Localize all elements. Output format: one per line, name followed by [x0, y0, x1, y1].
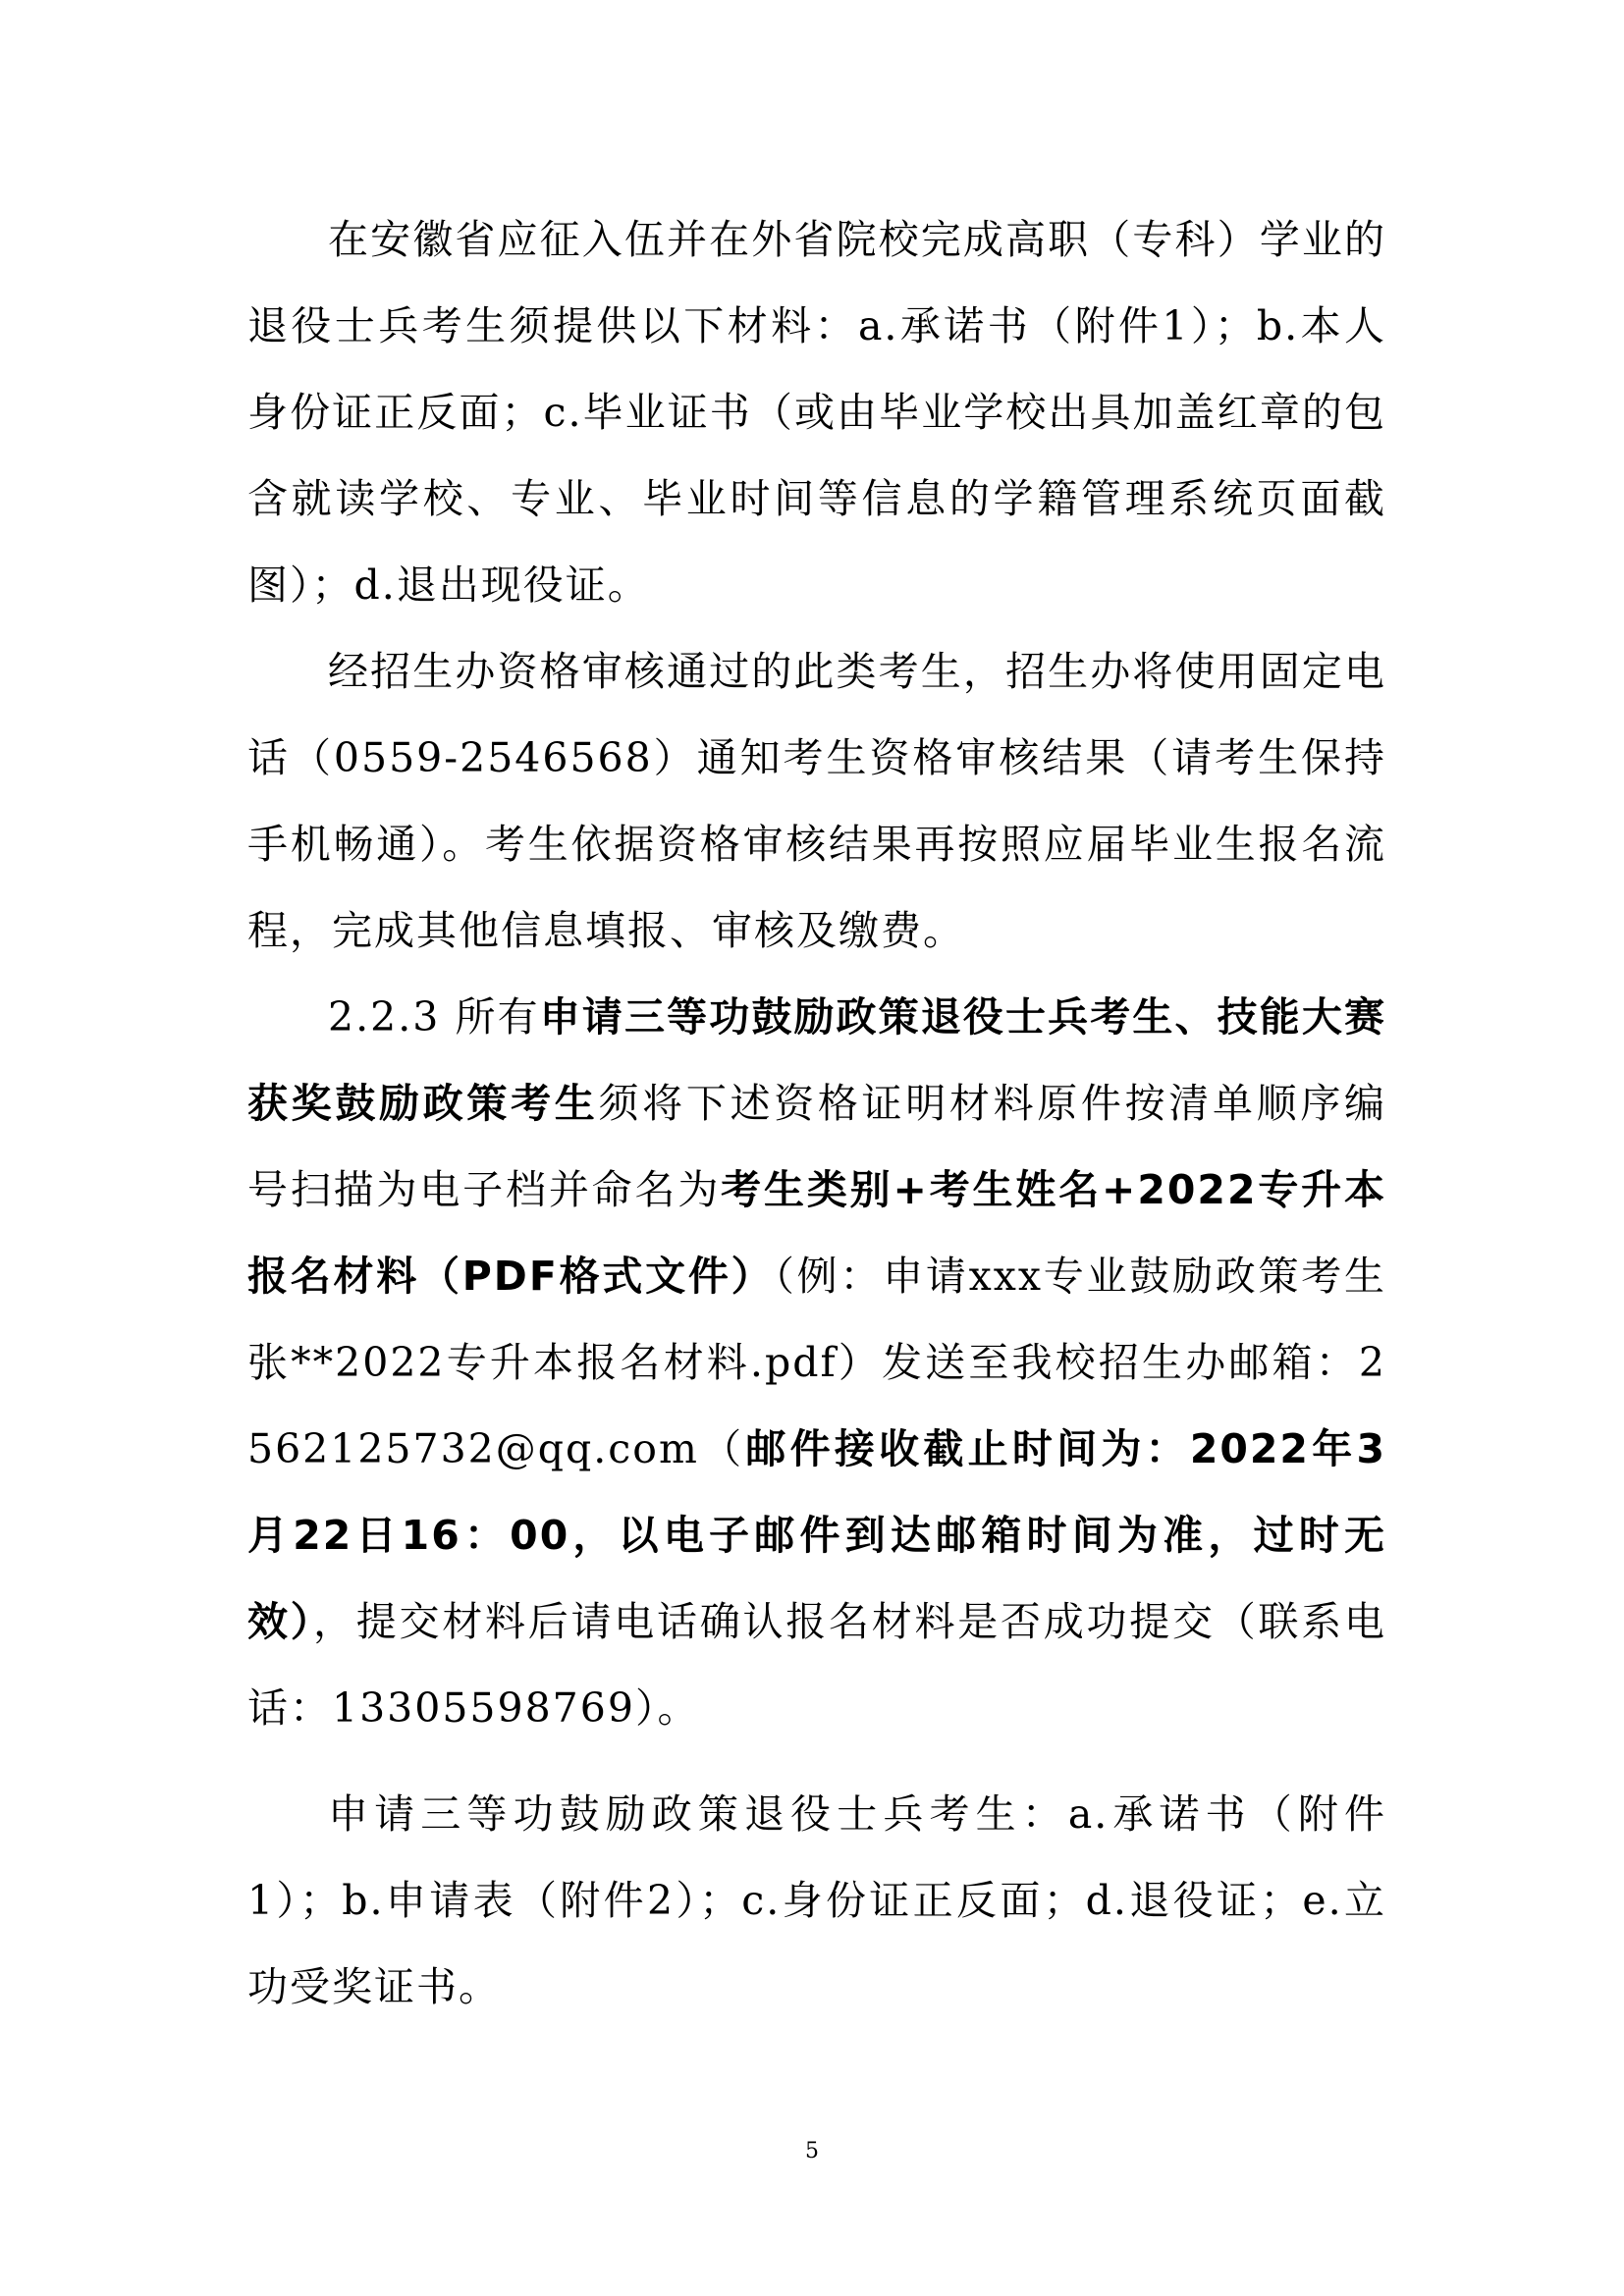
document-body: [247, 196, 1386, 2030]
paragraph-third-class-merit-materials: 申请三等功鼓励政策退役士兵考生：a.承诺书（附件1）；b.申请表（附件2）；c.身份证正反面；d.退役证；e.立功受奖证书。: [247, 1790, 1386, 2010]
bold-deadline: 邮件接收截止时间为：2022年3月22日16：00，以电子邮件到达邮箱时间为准，过时无效）: [247, 1425, 1386, 1645]
bold-applicant-types: 申请三等功鼓励政策退役士兵考生、技能大赛获奖鼓励政策考生: [247, 993, 1386, 1127]
example-and-email: （例：申请xxx专业鼓励政策考生张**2022专升本报名材料.pdf）发送至我校招生办邮箱：2562125732@qq.com（: [247, 1253, 1386, 1472]
section-prefix: 2.2.3 所有: [328, 993, 540, 1041]
paragraph-qualification-review: 经招生办资格审核通过的此类考生，招生办将使用固定电话（0559-2546568）通知考生资格审核结果（请考生保持手机畅通）。考生依据资格审核结果再按照应届毕业生报名流程，完成其他信息填报、审核及缴费。: [247, 648, 1386, 954]
comma-text: ，: [313, 1598, 356, 1645]
page-number: 5: [805, 2139, 819, 2163]
paragraph-2-2-3-submission: [247, 974, 1386, 1751]
confirm-phone-text: 提交材料后请电话确认报名材料是否成功提交（联系电话：13305598769）。: [247, 1598, 1386, 1732]
bold-file-naming: 考生类别+考生姓名+2022专升本报名材料（PDF格式文件）: [247, 1166, 1386, 1300]
paragraph-out-of-province-veterans: 在安徽省应征入伍并在外省院校完成高职（专科）学业的退役士兵考生须提供以下材料：a.承诺书（附件1）；b.本人身份证正反面；c.毕业证书（或由毕业学校出具加盖红章的包含就读学校、专业、毕业时间等信息的学籍管理系统页面截图）；d.退出现役证。: [247, 216, 1386, 609]
instruction-text: 须将下述资格证明材料原件按清单顺序编号扫描为电子档并命名为: [247, 1080, 1387, 1213]
